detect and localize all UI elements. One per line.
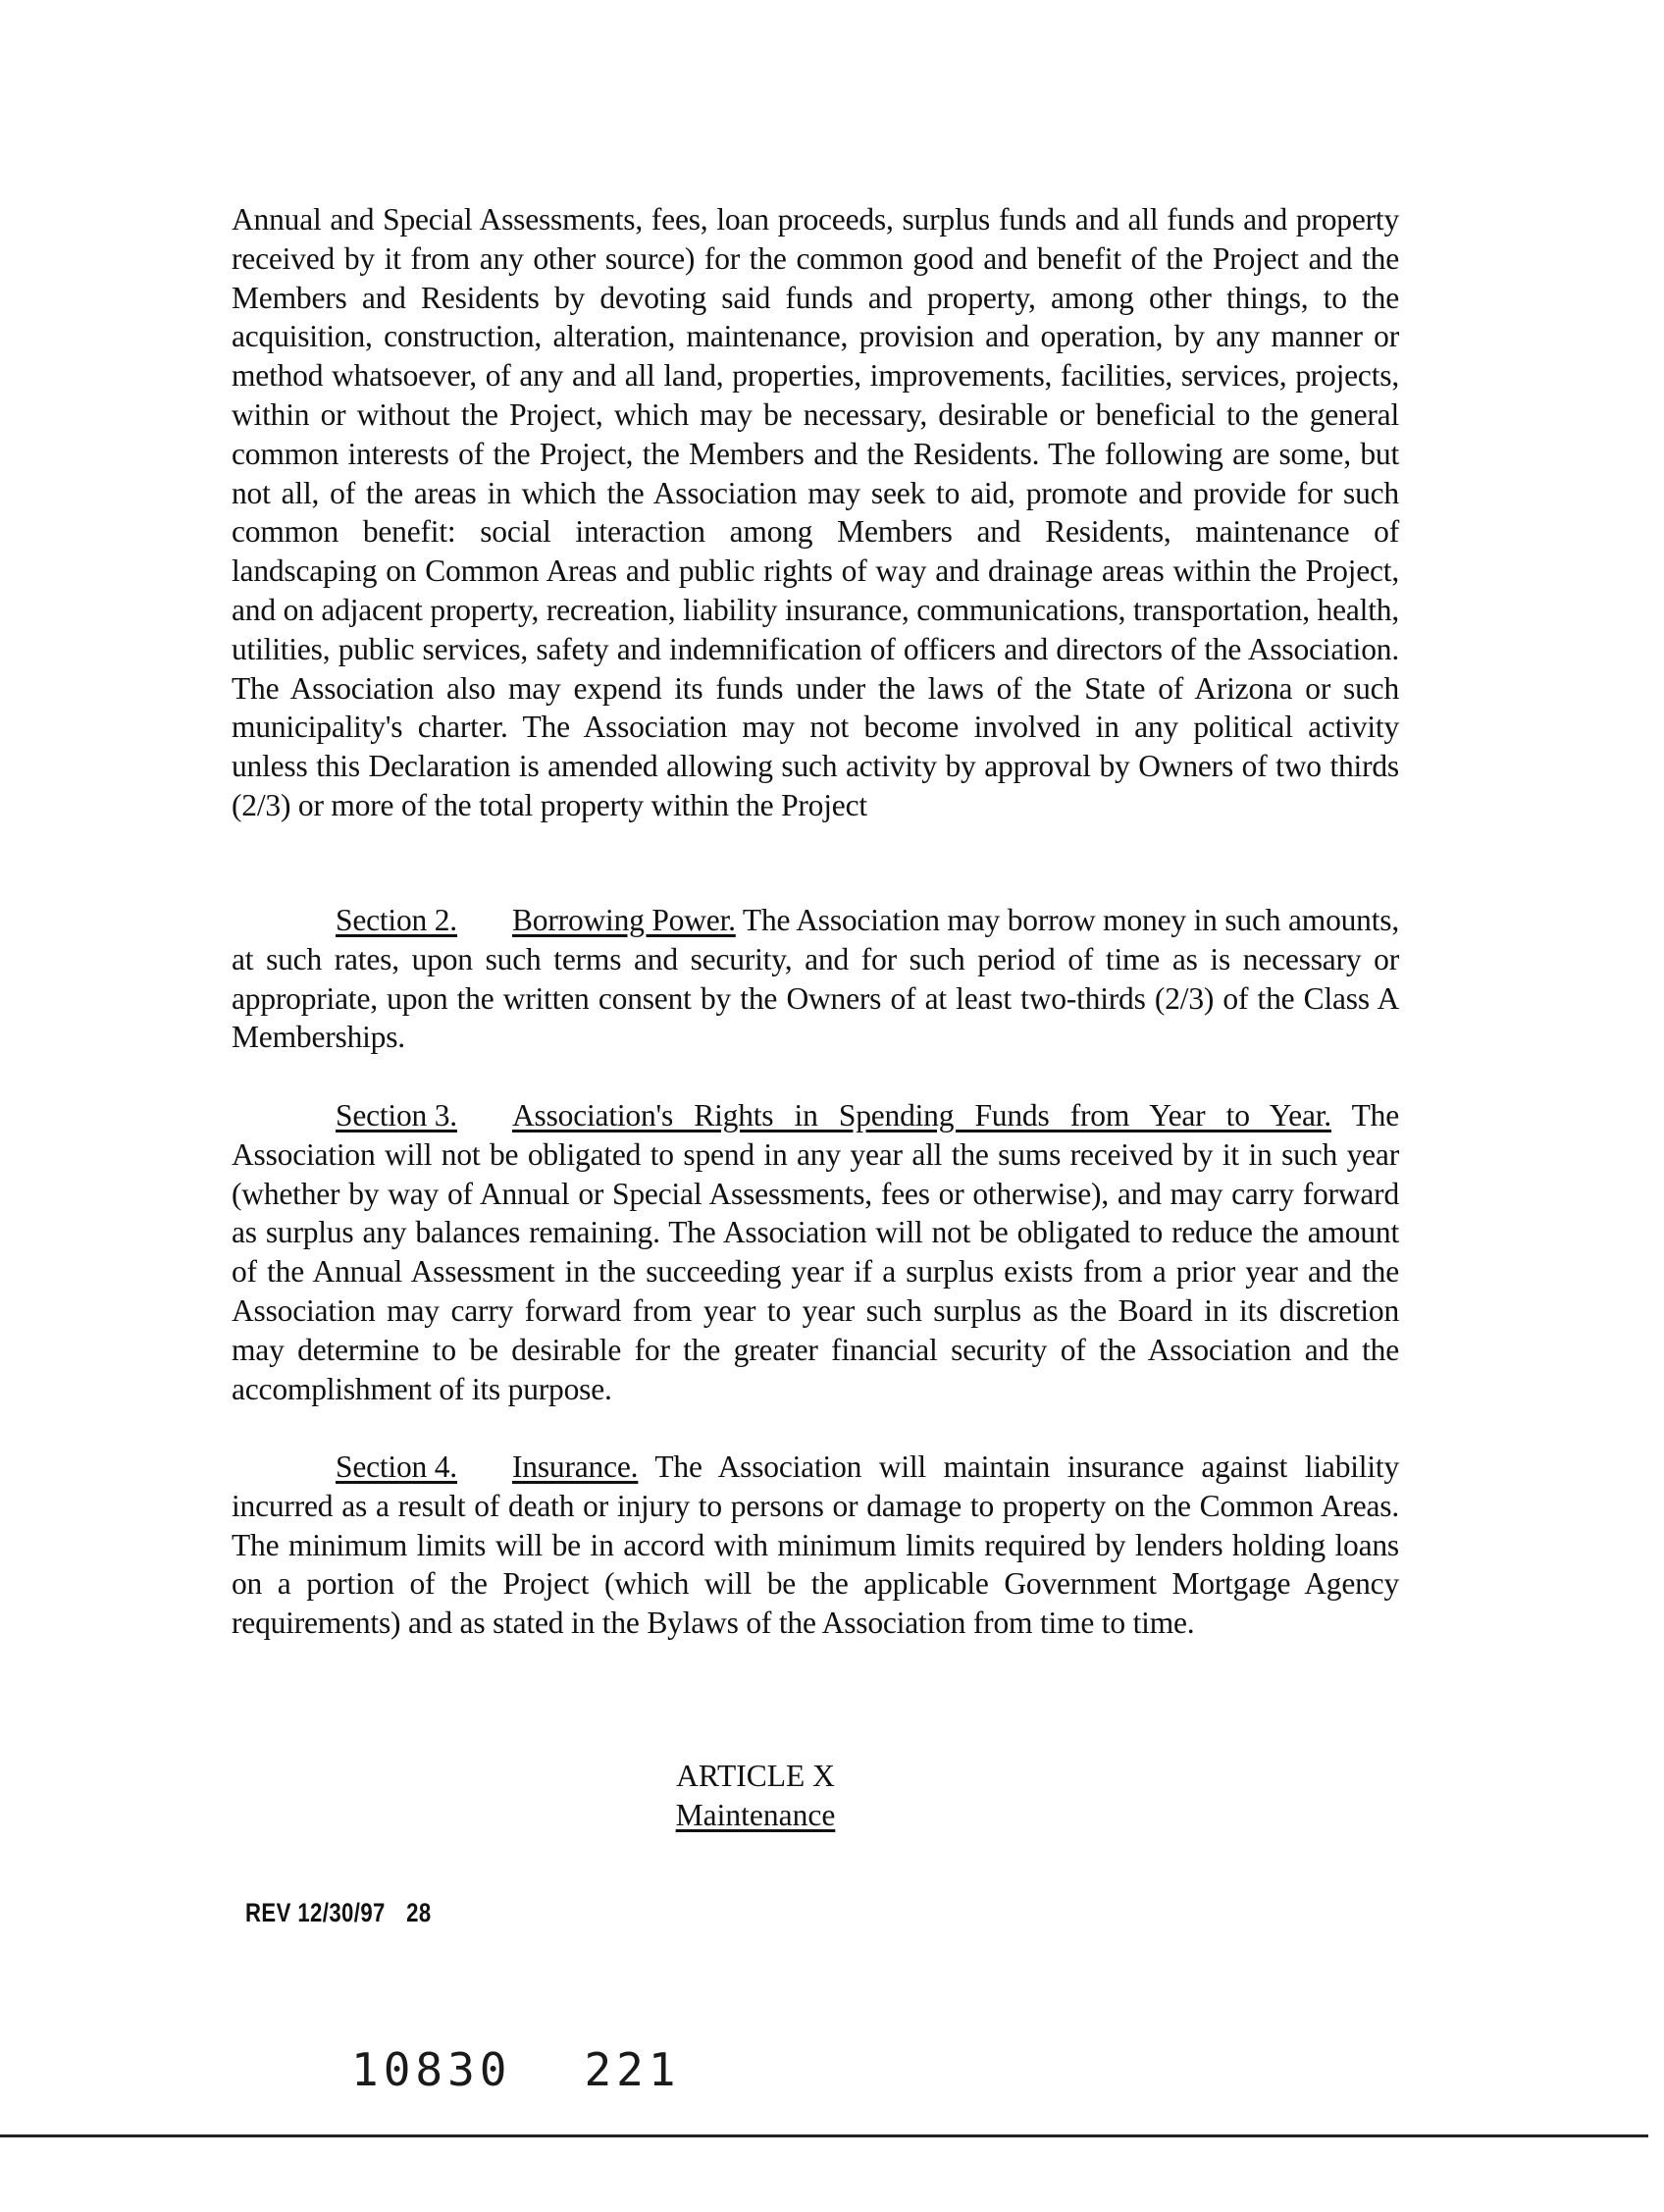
recording-page-number: 221 [584,2043,681,2096]
section-3-text: The Association will not be obligated to spend in any year all the sums received by it in such year (whether by way of Annual or Special Assessments, fees or otherwise), and may carry forward as surplus any balances remaining. The Association will not be obligated to reduce the amount of the Annual Assessment in the succeeding year if a surplus exists from a prior year and the Association may carry forward from year to year such surplus as the Board in its discretion may determine to be desirable for the greater financial security of the Association and the accomplishment of its purpose. [232,1098,1400,1406]
section-4 [232,1448,1399,1643]
section-4-label: Section 4. [336,1449,457,1484]
recording-book-number: 10830 [351,2043,512,2096]
bottom-rule-divider [0,2134,1648,2137]
revision-footer [245,1898,432,1928]
section-4-text: The Association will maintain insurance against liability incurred as a result of death or injury to persons or damage to property on the Common Areas. The minimum limits will be in accord with minimum limits required by lenders holding loans on a portion of the Project (which will be the applicable Government Mortgage Agency requirements) and as stated in the Bylaws of the Association from time to time. [232,1449,1400,1641]
section-2 [232,901,1399,1057]
section-2-label: Section 2. [336,903,457,937]
section-4-title: Insurance. [512,1449,639,1484]
recording-stamp [351,2043,681,2096]
section-2-text: The Association may borrow money in such amounts, at such rates, upon such terms and security, and for such period of time as is necessary or appropriate, upon the written consent by the Owners of at least two-thirds (2/3) of the Class A Memberships. [232,903,1400,1055]
article-heading: ARTICLE X [676,1759,835,1793]
revision-date: REV 12/30/97 [245,1898,386,1927]
page-number: 28 [406,1898,432,1927]
article-heading-block [589,1757,922,1835]
article-subtitle [589,1796,922,1835]
section-3 [232,1096,1399,1408]
section-3-title: Association's Rights in Spending Funds from Year to Year. [512,1098,1331,1132]
intro-paragraph: Annual and Special Assessments, fees, loan proceeds, surplus funds and all funds and property received by it from any other source) for the common good and benefit of the Project and the Members and Residents by devoting said funds and property, among other things, to the acquisition, construction, alteration, maintenance, provision and operation, by any manner or method whatsoever, of any and all land, properties, improvements, facilities, services, projects, within or without the Project, which may be necessary, desirable or beneficial to the general common interests of the Project, the Members and the Residents. The following are some, but not all, of the areas in which the Association may seek to aid, promote and provide for such common benefit: social interaction among Members and Residents, maintenance of landscaping on Common Areas and public rights of way and drainage areas within the Project, and on adjacent property, recreation, liability insurance, communications, transportation, health, utilities, public services, safety and indemnification of officers and directors of the Association. The Association also may expend its funds under the laws of the State of Arizona or such municipality's charter. The Association may not become involved in any political activity unless this Declaration is amended allowing such activity by approval by Owners of two thirds (2/3) or more of the total property within the Project [232,202,1399,822]
section-3-label: Section 3. [336,1098,457,1132]
section-2-title: Borrowing Power. [512,903,736,937]
article-subtitle-text: Maintenance [675,1798,836,1832]
